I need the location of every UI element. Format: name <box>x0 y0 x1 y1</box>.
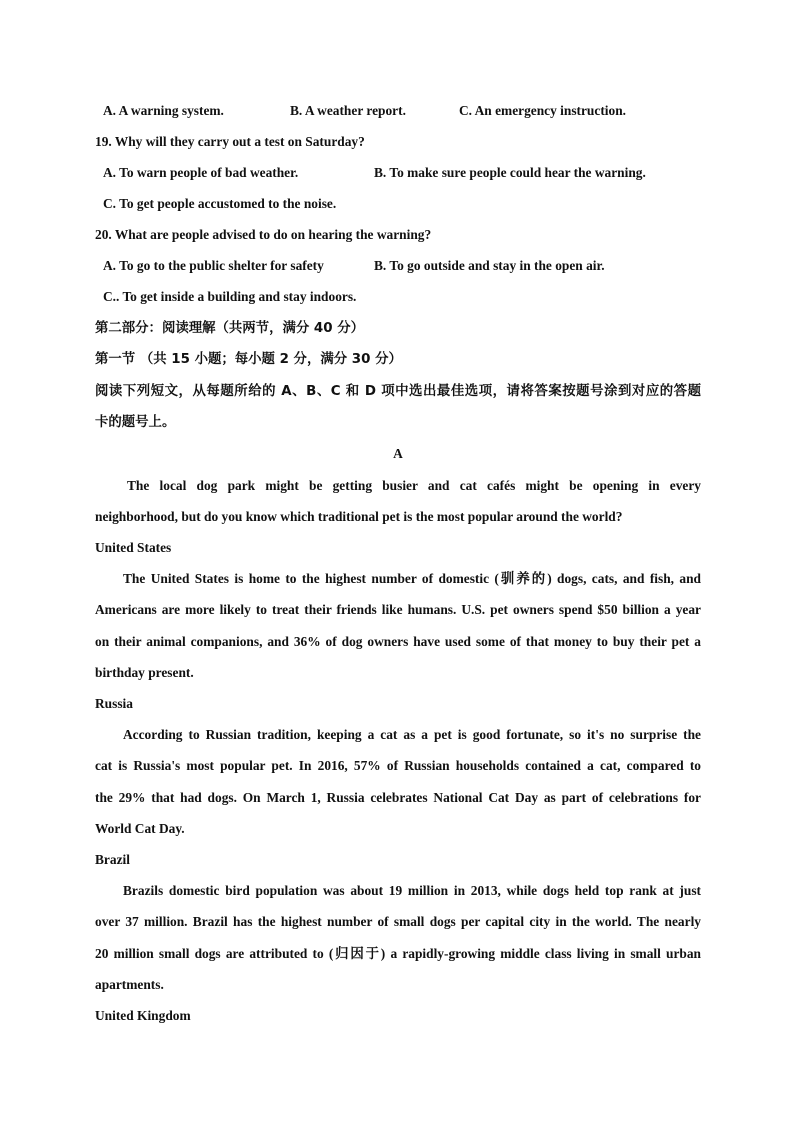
brazil-line-2: over 37 million. Brazil has the highest number of small dogs per capital city in the world. The nearly <box>95 914 701 929</box>
section1-title: 第一节 （共 15 小题；每小题 2 分，满分 30 分） <box>95 352 402 367</box>
passage-letter: A <box>393 446 403 461</box>
part2-title: 第二部分：阅读理解（共两节，满分 40 分） <box>95 321 364 336</box>
intro-line-2: neighborhood, but do you know which traditional pet is the most popular around the world? <box>95 509 623 524</box>
q18-option-b: B. A weather report. <box>290 103 406 118</box>
russia-line-1: According to Russian tradition, keeping a cat as a pet is good fortunate, so it's no surprise the <box>123 727 701 742</box>
q18-option-c: C. An emergency instruction. <box>459 103 626 118</box>
russia-line-2: cat is Russia's most popular pet. In 2016, 57% of Russian households contained a cat, compared to <box>95 758 701 773</box>
us-heading: United States <box>95 540 172 555</box>
q20-stem: 20. What are people advised to do on hearing the warning? <box>95 227 432 242</box>
brazil-heading: Brazil <box>95 852 130 867</box>
us-line-2: Americans are more likely to treat their friends like humans. U.S. pet owners spend $50 billion a year <box>95 602 701 617</box>
uk-heading: United Kingdom <box>95 1008 191 1023</box>
intro-line-1: The local dog park might be getting busier and cat cafés might be opening in every <box>127 478 701 493</box>
q19-option-b: B. To make sure people could hear the warning. <box>374 165 646 180</box>
instruction-line-1: 阅读下列短文，从每题所给的 A、B、C 和 D 项中选出最佳选项，请将答案按题号涂到对应的答题 <box>95 384 701 399</box>
q18-option-a: A. A warning system. <box>103 103 224 118</box>
brazil-line-4: apartments. <box>95 977 164 992</box>
brazil-line-3: 20 million small dogs are attributed to (归因于) a rapidly-growing middle class living in small urban <box>95 946 701 961</box>
us-line-3: on their animal companions, and 36% of dog owners have used some of that money to buy their pet a <box>95 634 701 649</box>
russia-line-4: World Cat Day. <box>95 821 185 836</box>
instruction-line-2: 卡的题号上。 <box>95 415 176 430</box>
q19-stem: 19. Why will they carry out a test on Saturday? <box>95 134 365 149</box>
russia-heading: Russia <box>95 696 133 711</box>
russia-line-3: the 29% that had dogs. On March 1, Russia celebrates National Cat Day as part of celebrations for <box>95 790 701 805</box>
q19-option-a: A. To warn people of bad weather. <box>103 165 299 180</box>
q19-option-c: C. To get people accustomed to the noise. <box>103 196 337 211</box>
q20-option-c: C.. To get inside a building and stay indoors. <box>103 289 357 304</box>
us-line-4: birthday present. <box>95 665 194 680</box>
us-line-1: The United States is home to the highest number of domestic (驯养的) dogs, cats, and fish, and <box>123 571 701 586</box>
brazil-line-1: Brazils domestic bird population was about 19 million in 2013, while dogs held top rank at just <box>123 883 701 898</box>
q20-option-b: B. To go outside and stay in the open air. <box>374 258 605 273</box>
q20-option-a: A. To go to the public shelter for safety <box>103 258 324 273</box>
